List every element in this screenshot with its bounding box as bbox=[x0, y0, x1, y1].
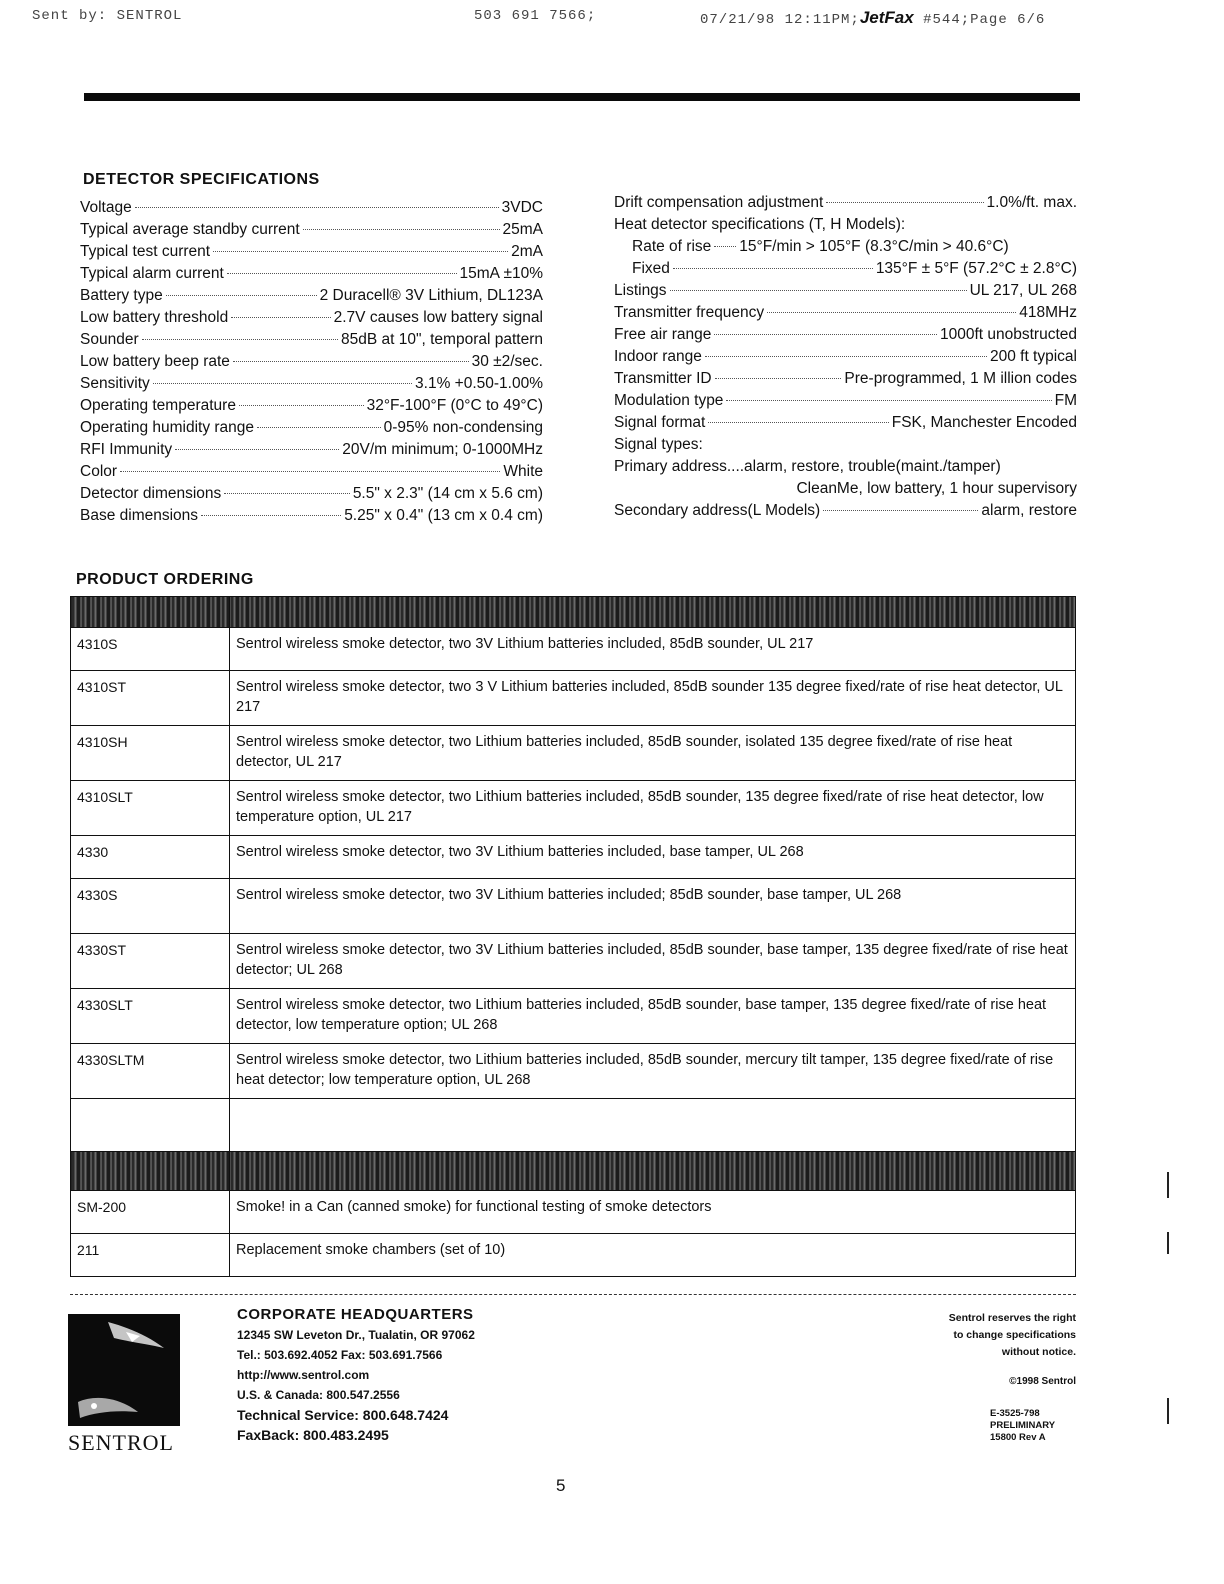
notice-line: Sentrol reserves the right bbox=[948, 1312, 1076, 1324]
table-row bbox=[71, 836, 1076, 879]
product-description: Sentrol wireless smoke detector, two Lithium batteries included, 85dB sounder, 135 degree fixed/rate of rise heat detector, low temperature option, UL 217 bbox=[230, 781, 1076, 836]
copyright: ©1998 Sentrol bbox=[1009, 1376, 1076, 1387]
product-code: 4330SLT bbox=[71, 989, 230, 1044]
spec-value: 5.25" x 0.4" (13 cm x 0.4 cm) bbox=[344, 507, 543, 524]
spec-row bbox=[80, 373, 543, 395]
spec-value: alarm, restore bbox=[981, 502, 1077, 519]
spec-label: Battery type bbox=[80, 287, 163, 304]
spec-label: Voltage bbox=[80, 199, 132, 216]
spec-label: Modulation type bbox=[614, 392, 724, 409]
spec-value: FSK, Manchester Encoded bbox=[891, 414, 1077, 431]
spec-row bbox=[614, 236, 1077, 258]
product-code: 211 bbox=[71, 1234, 230, 1277]
table-row bbox=[71, 726, 1076, 781]
spec-label: Base dimensions bbox=[80, 507, 199, 524]
spec-label: Low battery beep rate bbox=[80, 353, 230, 370]
top-rule bbox=[84, 93, 1080, 101]
fax-datetime: 07/21/98 12:11PM; bbox=[700, 12, 860, 28]
product-code: 4310S bbox=[71, 628, 230, 671]
fax-header-right bbox=[700, 8, 1045, 28]
spec-value: White bbox=[503, 463, 543, 480]
spec-value: 135°F ± 5°F (57.2°C ± 2.8°C) bbox=[875, 260, 1077, 277]
product-description: Sentrol wireless smoke detector, two 3 V Lithium batteries included, 85dB sounder 135 degree fixed/rate of rise heat detector, UL 217 bbox=[230, 671, 1076, 726]
fax-phone: 503 691 7566; bbox=[474, 8, 597, 24]
spec-label: Indoor range bbox=[614, 348, 702, 365]
spec-row bbox=[614, 302, 1077, 324]
notice-line: without notice. bbox=[1001, 1346, 1076, 1358]
spec-label: Rate of rise bbox=[632, 238, 712, 255]
spec-row bbox=[80, 351, 543, 373]
table-row bbox=[71, 879, 1076, 934]
spec-value: 3.1% +0.50-1.00% bbox=[415, 375, 543, 392]
specs-left-column bbox=[80, 197, 543, 527]
spec-label: Operating temperature bbox=[80, 397, 236, 414]
product-ordering-title: PRODUCT ORDERING bbox=[76, 571, 254, 588]
table-accessories-band bbox=[71, 1152, 1076, 1191]
logo-graphic bbox=[68, 1314, 180, 1426]
hq-web-link[interactable]: http://www.sentrol.com bbox=[237, 1368, 370, 1382]
spec-value: 15mA ±10% bbox=[459, 265, 543, 282]
spec-label: RFI Immunity bbox=[80, 441, 173, 458]
spec-row bbox=[80, 329, 543, 351]
spec-value: 200 ft typical bbox=[989, 348, 1077, 365]
spec-label: Drift compensation adjustment bbox=[614, 194, 824, 211]
product-description: Sentrol wireless smoke detector, two 3V Lithium batteries included, 85dB sounder, UL 217 bbox=[230, 628, 1076, 671]
spec-label: Low battery threshold bbox=[80, 309, 229, 326]
spec-value: 30 ±2/sec. bbox=[471, 353, 543, 370]
hq-address: 12345 SW Leveton Dr., Tualatin, OR 97062 bbox=[237, 1328, 475, 1342]
spec-value: 418MHz bbox=[1019, 304, 1077, 321]
spec-label: Typical test current bbox=[80, 243, 211, 260]
specs-right-column bbox=[614, 192, 1077, 522]
table-row bbox=[71, 628, 1076, 671]
spec-value: 2.7V causes low battery signal bbox=[333, 309, 543, 326]
spec-row bbox=[80, 241, 543, 263]
primary-address-line: Primary address....alarm, restore, trouble(maint./tamper) bbox=[614, 458, 1001, 475]
spec-label: Typical alarm current bbox=[80, 265, 224, 282]
spec-row bbox=[80, 307, 543, 329]
product-description: Replacement smoke chambers (set of 10) bbox=[230, 1234, 1076, 1277]
spec-value: 2 Duracell® 3V Lithium, DL123A bbox=[319, 287, 543, 304]
spec-label: Transmitter ID bbox=[614, 370, 712, 387]
hq-faxback: FaxBack: 800.483.2495 bbox=[237, 1427, 389, 1443]
spec-row bbox=[80, 483, 543, 505]
product-ordering-table bbox=[70, 596, 1076, 1277]
product-description: Smoke! in a Can (canned smoke) for functional testing of smoke detectors bbox=[230, 1191, 1076, 1234]
logo-wordmark: SENTROL bbox=[68, 1430, 174, 1455]
notice-line: to change specifications bbox=[953, 1329, 1076, 1341]
table-row bbox=[71, 1191, 1076, 1234]
headquarters-block bbox=[237, 1305, 475, 1445]
spec-row bbox=[80, 197, 543, 219]
table-row bbox=[71, 989, 1076, 1044]
product-code: 4330 bbox=[71, 836, 230, 879]
spec-row bbox=[80, 285, 543, 307]
spec-row bbox=[614, 412, 1077, 434]
product-description: Sentrol wireless smoke detector, two Lithium batteries included, 85dB sounder, isolated 135 degree fixed/rate of rise heat detector, UL 217 bbox=[230, 726, 1076, 781]
spec-label: Fixed bbox=[632, 260, 670, 277]
doc-revision: 15800 Rev A bbox=[990, 1432, 1046, 1443]
product-description: Sentrol wireless smoke detector, two 3V Lithium batteries included; 85dB sounder, base tamper, UL 268 bbox=[230, 879, 1076, 934]
spec-row bbox=[614, 390, 1077, 412]
spec-value: 0-95% non-condensing bbox=[383, 419, 543, 436]
product-code: 4310SH bbox=[71, 726, 230, 781]
spec-label: Detector dimensions bbox=[80, 485, 222, 502]
document-number-block bbox=[990, 1408, 1055, 1444]
margin-mark bbox=[1167, 1232, 1169, 1254]
primary-address-continued: CleanMe, low battery, 1 hour supervisory bbox=[796, 480, 1077, 497]
doc-status: PRELIMINARY bbox=[990, 1420, 1056, 1431]
spec-row bbox=[614, 280, 1077, 302]
hq-tech-service: Technical Service: 800.648.7424 bbox=[237, 1407, 449, 1423]
product-code: 4330ST bbox=[71, 934, 230, 989]
spec-value: FM bbox=[1054, 392, 1077, 409]
spec-label: Sensitivity bbox=[80, 375, 150, 392]
doc-number: E-3525-798 bbox=[990, 1408, 1040, 1419]
product-code: 4330SLTM bbox=[71, 1044, 230, 1099]
spec-label: Color bbox=[80, 463, 118, 480]
spec-value: 2mA bbox=[511, 243, 543, 260]
spec-value: 1000ft unobstructed bbox=[939, 326, 1077, 343]
spec-value: 32°F-100°F (0°C to 49°C) bbox=[366, 397, 543, 414]
hq-title: CORPORATE HEADQUARTERS bbox=[237, 1306, 474, 1323]
table-header-band bbox=[71, 597, 1076, 628]
spec-row bbox=[80, 505, 543, 527]
product-description: Sentrol wireless smoke detector, two Lithium batteries included, 85dB sounder, mercury tilt tamper, 135 degree fixed/rate of rise heat detector; low temperature option, UL 268 bbox=[230, 1044, 1076, 1099]
table-row bbox=[71, 781, 1076, 836]
spec-value: 85dB at 10", temporal pattern bbox=[341, 331, 543, 348]
footer-rule bbox=[70, 1294, 1076, 1295]
spec-value: UL 217, UL 268 bbox=[969, 282, 1077, 299]
product-code: 4310SLT bbox=[71, 781, 230, 836]
spec-label: Operating humidity range bbox=[80, 419, 255, 436]
spec-row bbox=[614, 192, 1077, 214]
spec-row bbox=[80, 395, 543, 417]
spec-value: 25mA bbox=[502, 221, 543, 238]
product-description: Sentrol wireless smoke detector, two Lithium batteries included, 85dB sounder, base tamper, 135 degree fixed/rate of rise heat detector, low temperature option; UL 268 bbox=[230, 989, 1076, 1044]
spec-value: 5.5" x 2.3" (14 cm x 5.6 cm) bbox=[352, 485, 543, 502]
spec-row bbox=[80, 219, 543, 241]
spec-row bbox=[80, 263, 543, 285]
spec-row bbox=[614, 500, 1077, 522]
margin-mark bbox=[1167, 1398, 1169, 1424]
detector-specs-title: DETECTOR SPECIFICATIONS bbox=[83, 171, 320, 188]
hq-us-canada: U.S. & Canada: 800.547.2556 bbox=[237, 1388, 400, 1402]
spec-row bbox=[614, 368, 1077, 390]
heat-detector-heading: Heat detector specifications (T, H Models): bbox=[614, 216, 906, 233]
signal-types-heading: Signal types: bbox=[614, 436, 703, 453]
product-code: 4310ST bbox=[71, 671, 230, 726]
spec-label: Transmitter frequency bbox=[614, 304, 765, 321]
table-row-empty bbox=[71, 1099, 1076, 1152]
spec-value: Pre-programmed, 1 M illion codes bbox=[844, 370, 1077, 387]
rights-notice bbox=[949, 1310, 1076, 1361]
spec-value: 1.0%/ft. max. bbox=[986, 194, 1077, 211]
spec-row bbox=[614, 258, 1077, 280]
fax-sender: Sent by: SENTROL bbox=[32, 8, 183, 24]
spec-value: 3VDC bbox=[501, 199, 543, 216]
product-description: Sentrol wireless smoke detector, two 3V Lithium batteries included, base tamper, UL 268 bbox=[230, 836, 1076, 879]
table-row bbox=[71, 1234, 1076, 1277]
spec-row bbox=[80, 439, 543, 461]
spec-label: Secondary address(L Models) bbox=[614, 502, 821, 519]
product-code: 4330S bbox=[71, 879, 230, 934]
table-row bbox=[71, 1044, 1076, 1099]
spec-label: Listings bbox=[614, 282, 667, 299]
spec-value: 15°F/min > 105°F (8.3°C/min > 40.6°C) bbox=[739, 238, 1009, 255]
spec-label: Typical average standby current bbox=[80, 221, 300, 238]
spec-label: Signal format bbox=[614, 414, 706, 431]
product-code: SM-200 bbox=[71, 1191, 230, 1234]
spec-row bbox=[80, 417, 543, 439]
spec-row bbox=[614, 324, 1077, 346]
table-row bbox=[71, 671, 1076, 726]
page-number: 5 bbox=[556, 1476, 566, 1495]
sentrol-logo bbox=[68, 1314, 180, 1426]
product-description: Sentrol wireless smoke detector, two 3V Lithium batteries included, 85dB sounder, base tamper, 135 degree fixed/rate of rise heat detector; UL 268 bbox=[230, 934, 1076, 989]
fax-page: #544;Page 6/6 bbox=[923, 12, 1046, 28]
spec-label: Free air range bbox=[614, 326, 712, 343]
spec-value: 20V/m minimum; 0-1000MHz bbox=[342, 441, 543, 458]
margin-mark bbox=[1167, 1172, 1169, 1198]
spec-row bbox=[80, 461, 543, 483]
jetfax-brand: JetFax bbox=[859, 8, 914, 27]
hq-tel-fax: Tel.: 503.692.4052 Fax: 503.691.7566 bbox=[237, 1348, 443, 1362]
table-row bbox=[71, 934, 1076, 989]
spec-row bbox=[614, 346, 1077, 368]
spec-label: Sounder bbox=[80, 331, 139, 348]
